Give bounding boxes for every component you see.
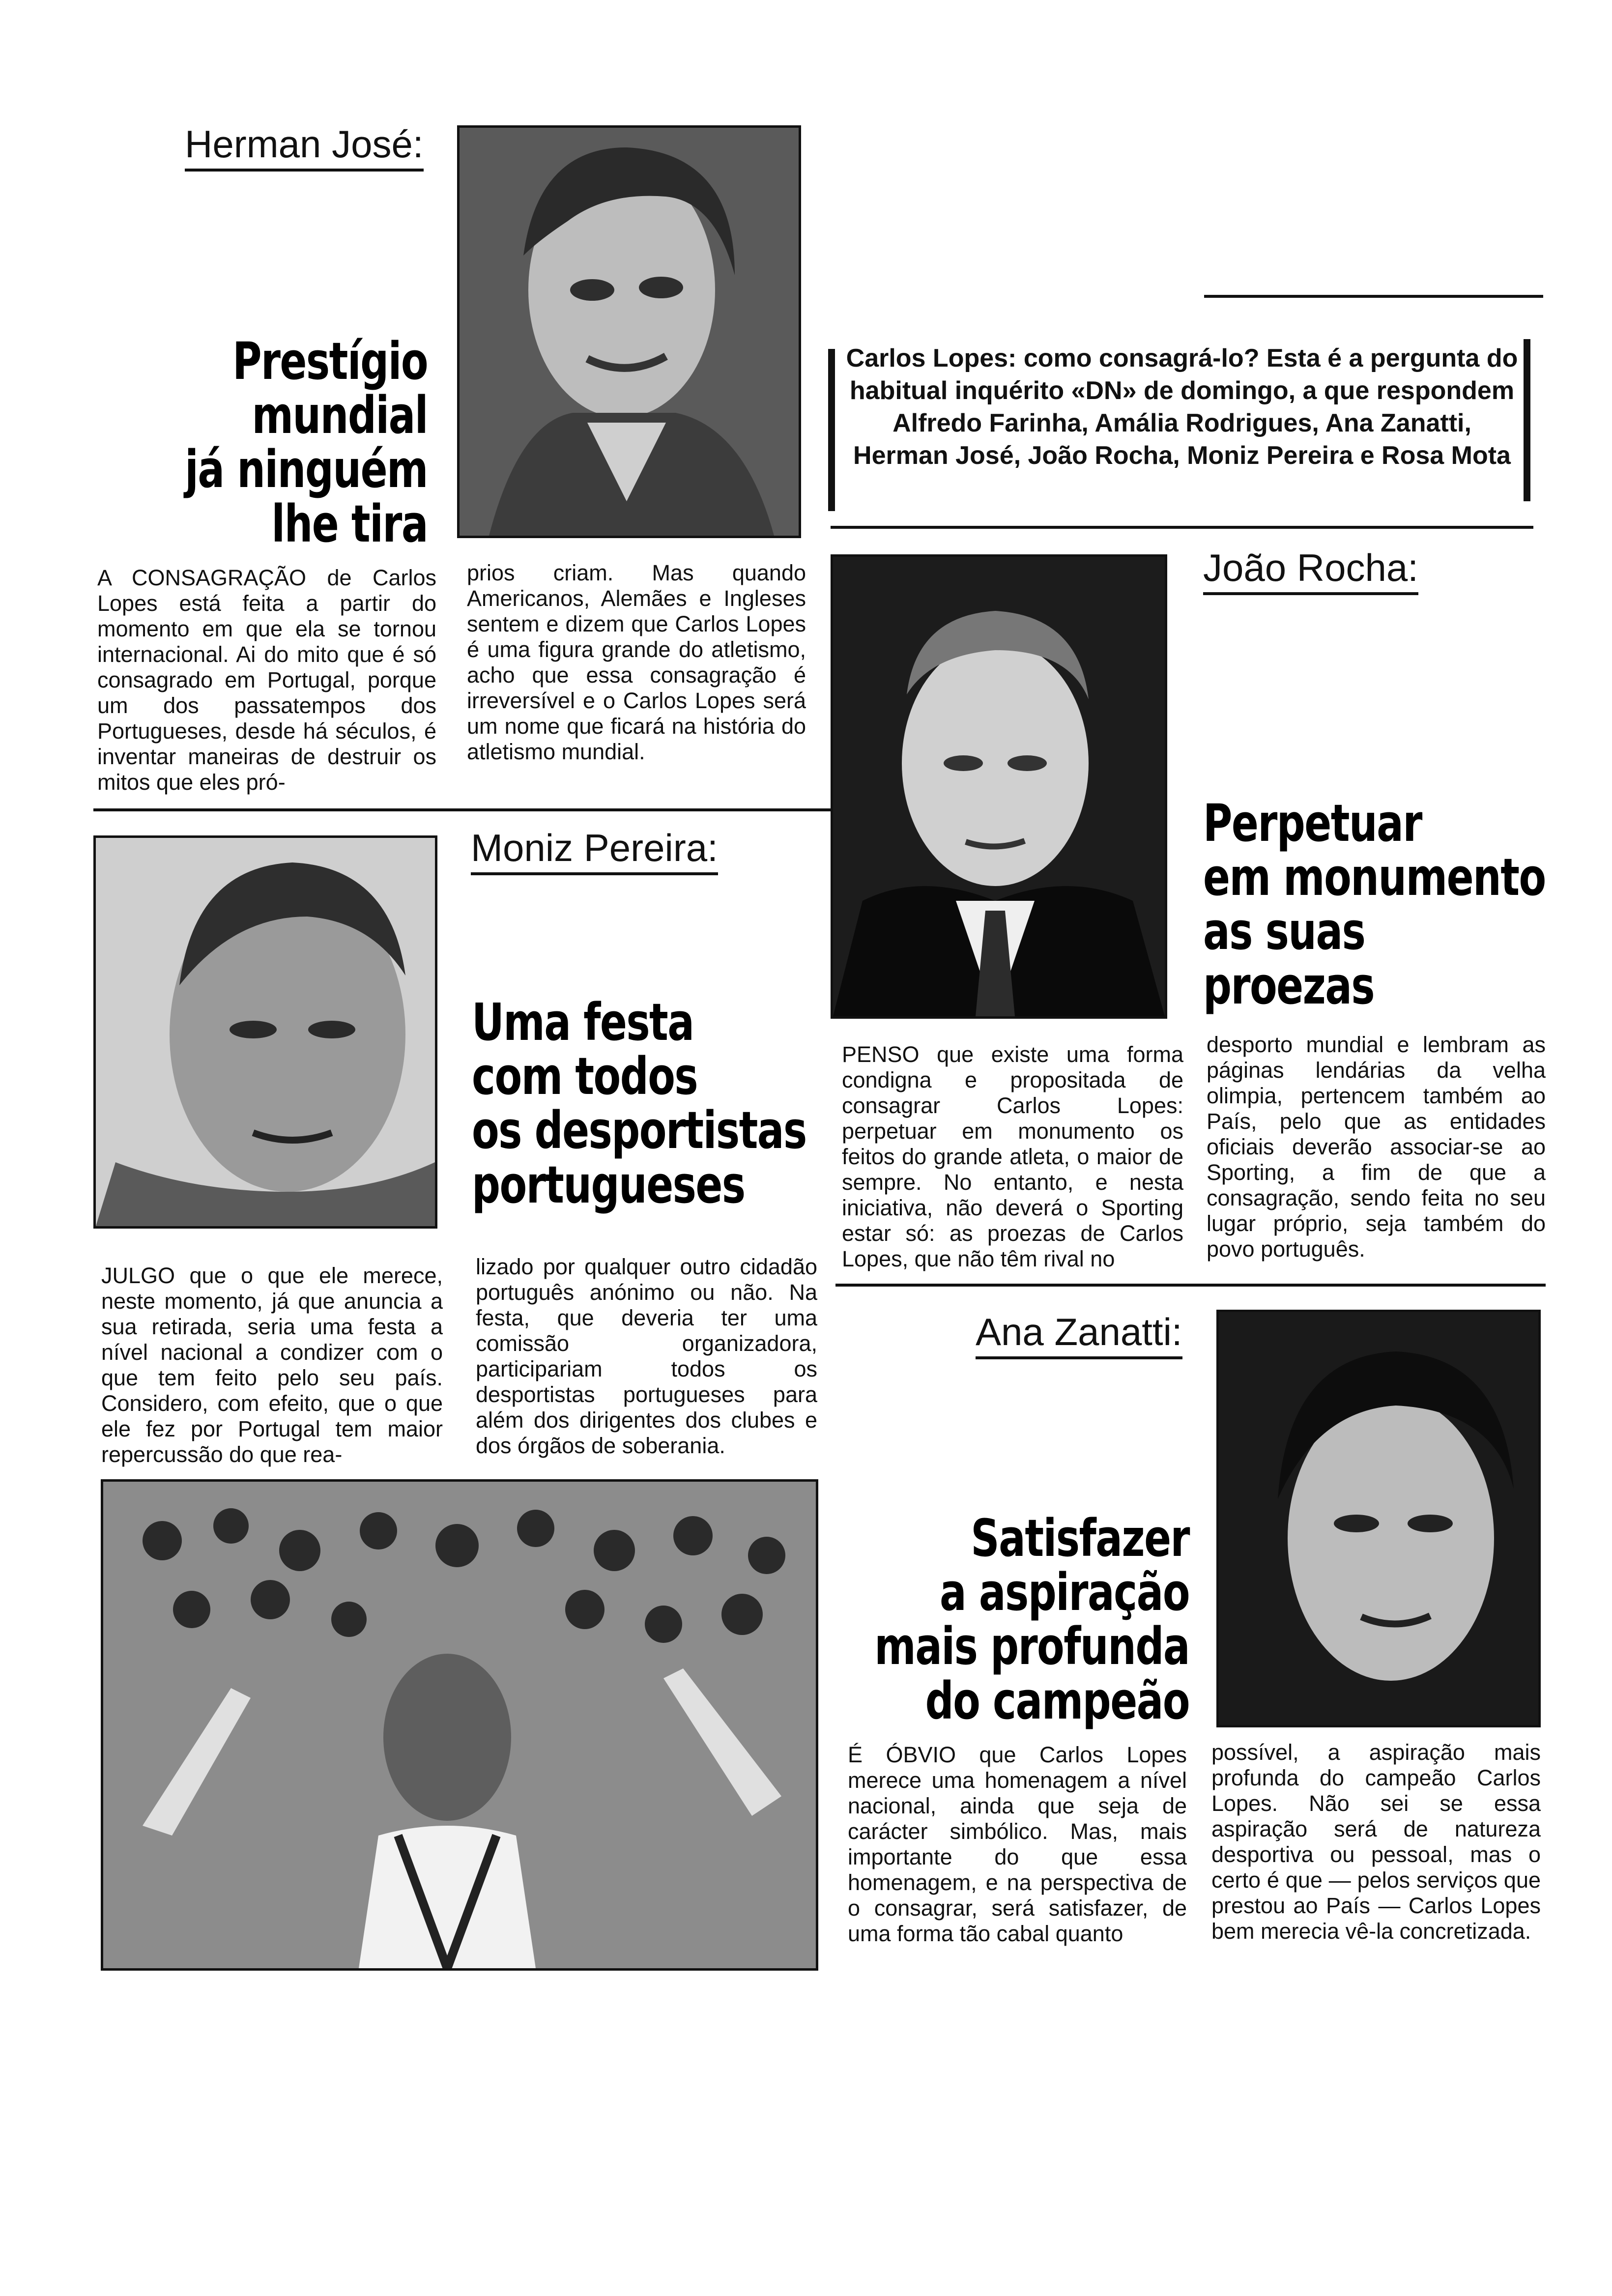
moniz-headline-line: os desportistas — [472, 1100, 806, 1161]
zanatti-column-2: possível, a aspiração mais profunda do campeão Carlos Lopes. Não sei se essa aspiração será de natureza desportiva ou pessoal, mas o certo é que — pelos serviços que prestou ao País — Carlos Lopes bem merecia vê-la concretizada. — [1211, 1740, 1541, 1944]
herman-column-1: A CONSAGRAÇÃO de Carlos Lopes está feita a partir do momento em que ela se tornou internacional. Ai do mito que é só consagrado em Portugal, porque um dos passatempos dos Portugueses, desde há séculos, é inventar maneiras de destruir os mitos que eles pró- — [97, 565, 436, 795]
moniz-column-1: JULGO que o que ele merece, neste momento, já que anuncia a sua retirada, seria uma festa a nível nacional a condizer com o que tem feito pelo seu país. Considero, com efeito, que o que ele fez por Portugal tem maior repercussão do que rea- — [101, 1263, 443, 1467]
herman-column-2: prios criam. Mas quando Americanos, Alemães e Ingleses sentem e dizem que Carlos Lopes é uma figura grande do atletismo, acho que essa consagração é irreversível e o Carlos Lopes será um nome que ficará na história do atletismo mundial. — [467, 560, 806, 764]
intro-top-rule — [1204, 295, 1543, 298]
zanatti-name: Ana Zanatti: — [976, 1310, 1182, 1359]
rocha-headline-line: Perpetuar — [1203, 793, 1422, 853]
moniz-name: Moniz Pereira: — [471, 826, 718, 875]
rocha-headline — [1203, 793, 1612, 1016]
zanatti-headline-line: do campeão — [925, 1670, 1189, 1731]
herman-headline — [83, 331, 428, 554]
intro-text: Carlos Lopes: como consagrá-lo? Esta é a pergunta do habitual inquérito «DN» de domingo, a que respondem Alfredo Farinha, Amália Rodrigues, Ana Zanatti, Herman José, João Rocha, Moniz Pereira e Rosa Mota — [846, 344, 1518, 470]
herman-photo — [457, 125, 801, 538]
intro-bottom-rule — [831, 526, 1533, 529]
zanatti-headline-line: mais profunda — [874, 1616, 1189, 1677]
rocha-headline-line: as suas — [1203, 901, 1365, 962]
moniz-headline — [472, 992, 932, 1215]
intro-left-bar — [828, 349, 835, 511]
herman-name: Herman José: — [185, 122, 424, 172]
rocha-photo — [831, 554, 1167, 1019]
rocha-name: João Rocha: — [1203, 545, 1418, 595]
rocha-headline-line: proezas — [1203, 955, 1375, 1016]
rocha-headline-line: em monumento — [1203, 847, 1546, 908]
intro-right-bar — [1524, 339, 1530, 501]
rocha-column-1: PENSO que existe uma forma condigna e propositada de consagrar Carlos Lopes: perpetuar em monumento os feitos do grande atleta, o maior de sempre. No entanto, e nesta iniciativa, não deverá o Sporting estar só: as proezas de Carlos Lopes, que não têm rival no — [842, 1042, 1183, 1271]
zanatti-headline-line: a aspiração — [939, 1562, 1189, 1623]
section-divider — [835, 1284, 1546, 1287]
zanatti-headline-line: Satisfazer — [971, 1508, 1189, 1568]
herman-headline-line: lhe tira — [271, 493, 428, 554]
section-divider — [93, 808, 838, 811]
moniz-headline-line: portugueses — [472, 1154, 745, 1215]
zanatti-column-1: É ÓBVIO que Carlos Lopes merece uma homenagem a nível nacional, ainda que seja de carácter simbólico. Mas, mais importante do que essa homenagem, e na perspectiva de o consagrar, será satisfazer, de uma forma tão cabal quanto — [848, 1742, 1187, 1946]
moniz-column-2: lizado por qualquer outro cidadão português anónimo ou não. Na festa, que deveria ter uma comissão organizadora, participariam todos os desportistas portugueses para além dos dirigentes dos clubes e dos órgãos de soberania. — [476, 1254, 817, 1458]
herman-headline-line: mundial — [252, 385, 428, 446]
carlos-lopes-photo — [101, 1479, 818, 1971]
herman-headline-line: Prestígio — [232, 331, 428, 391]
moniz-headline-line: com todos — [472, 1046, 698, 1107]
rocha-column-2: desporto mundial e lembram as páginas lendárias da velha olimpia, pertencem também ao País, pelo que as entidades oficiais deverão associar-se ao Sporting, a fim de que a consagração, sendo feita no seu lugar próprio, seja também do povo português. — [1207, 1032, 1546, 1262]
moniz-headline-line: Uma festa — [472, 992, 694, 1052]
zanatti-headline — [806, 1508, 1189, 1731]
zanatti-photo — [1216, 1310, 1541, 1727]
herman-headline-line: já ninguém — [185, 439, 428, 500]
moniz-photo — [93, 835, 437, 1229]
